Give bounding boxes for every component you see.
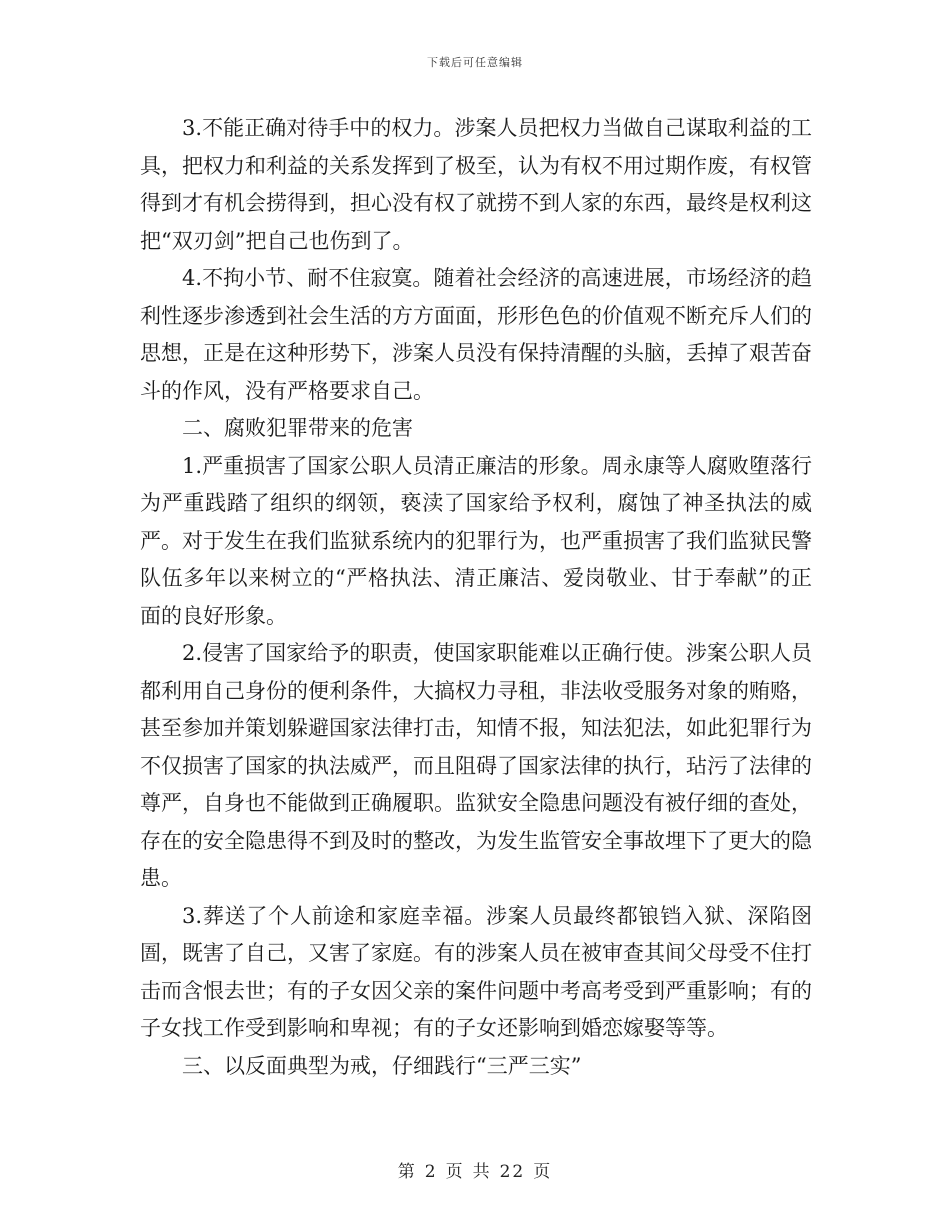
page-footer — [0, 1157, 950, 1182]
page-header: 下载后可任意编辑 — [427, 56, 523, 69]
paragraph-harm-3-family: 3.葬送了个人前途和家庭幸福。涉案人员最终都锒铛入狱、深陷囹圄，既害了自己，又害了家庭。有的涉案人员在被审查其间父母受不住打击而含恨去世；有的子女因父亲的案件问题中考高考受到严重影响；有的子女找工作受到影响和卑视；有的子女还影响到婚恋嫁娶等等。 — [140, 903, 812, 1040]
paragraph-point-3-power: 3.不能正确对待手中的权力。涉案人员把权力当做自己谋取利益的工具，把权力和利益的关系发挥到了极至，认为有权不用过期作废，有权管得到才有机会捞得到，担心没有权了就捞不到人家的东西，最终是权利这把“双刃剑”把自己也伤到了。 — [140, 116, 812, 253]
footer-page-word: 页 — [445, 1162, 465, 1182]
document-body — [140, 110, 812, 1085]
paragraph-point-4-details: 4.不拘小节、耐不住寂寞。随着社会经济的高速进展，市场经济的趋利性逐步渗透到社会生活的方方面面，形形色色的价值观不断充斥人们的思想，正是在这种形势下，涉案人员没有保持清醒的头脑，丢掉了艰苦奋斗的作风，没有严格要求自己。 — [140, 266, 812, 403]
section-heading-lessons: 三、以反面典型为戒，仔细践行“三严三实” — [182, 1053, 582, 1078]
footer-prefix: 第 — [397, 1162, 417, 1182]
section-heading-harms: 二、腐败犯罪带来的危害 — [182, 416, 413, 440]
paragraph-harm-1-image: 1.严重损害了国家公职人员清正廉洁的形象。周永康等人腐败堕落行为严重践踏了组织的纲领，亵渎了国家给予权利，腐蚀了神圣执法的威严。对于发生在我们监狱系统内的犯罪行为，也严重损害了我们监狱民警队伍多年以来树立的“严格执法、清正廉洁、爱岗敬业、甘于奉献”的正面的良好形象。 — [140, 453, 812, 628]
page-current-number: 2 — [424, 1162, 438, 1182]
page-total-number: 22 — [499, 1162, 526, 1182]
paragraph-harm-2-duty: 2.侵害了国家给予的职责，使国家职能难以正确行使。涉案公职人员都利用自己身份的便利条件，大搞权力寻租，非法收受服务对象的贿赂，甚至参加并策划躲避国家法律打击，知情不报，知法犯法，如此犯罪行为不仅损害了国家的执法威严，而且阻碍了国家法律的执行，玷污了法律的尊严，自身也不能做到正确履职。监狱安全隐患问题没有被仔细的查处，存在的安全隐患得不到及时的整改，为发生监管安全事故埋下了更大的隐患。 — [140, 641, 812, 890]
footer-suffix: 页 — [533, 1162, 553, 1182]
footer-total-word: 共 — [472, 1162, 492, 1182]
